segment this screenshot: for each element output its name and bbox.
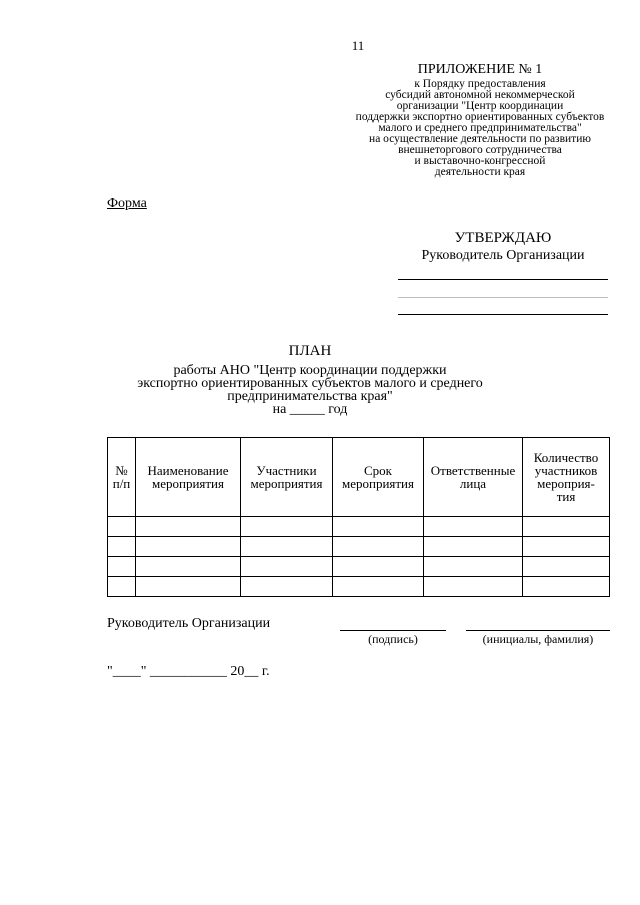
approval-block	[390, 229, 616, 265]
table-row	[108, 517, 610, 537]
column-header-responsible: Ответственные лица	[424, 438, 523, 517]
approval-signature-line-1	[398, 279, 608, 280]
plan-line: экспортно ориентированных субъектов малого и среднего	[137, 376, 483, 391]
table-cell	[333, 537, 424, 557]
table-cell	[241, 537, 333, 557]
plan-heading	[100, 342, 520, 416]
table-cell	[136, 557, 241, 577]
approval-signature-line-2	[398, 297, 608, 298]
annex-line: организации "Центр координации	[396, 100, 564, 112]
footer-signature-line	[340, 630, 446, 631]
table-cell	[108, 557, 136, 577]
table-cell	[108, 577, 136, 597]
annex-title: ПРИЛОЖЕНИЕ № 1	[417, 62, 543, 77]
annex-line: к Порядку предоставления	[414, 78, 546, 90]
form-label: Форма	[107, 196, 147, 211]
plan-line: работы АНО "Центр координации поддержки	[173, 363, 447, 378]
table-cell	[136, 517, 241, 537]
plan-table	[107, 437, 610, 597]
table-cell	[241, 557, 333, 577]
table-body	[108, 517, 610, 597]
annex-line: малого и среднего предпринимательства"	[378, 122, 582, 134]
table-cell	[333, 557, 424, 577]
table-cell	[424, 517, 523, 537]
page-number: 11	[351, 38, 365, 53]
name-caption: (инициалы, фамилия)	[482, 632, 594, 646]
approval-signature-line-3	[398, 314, 608, 315]
approval-subtitle: Руководитель Организации	[421, 248, 585, 263]
column-header-event-name: Наименование мероприятия	[136, 438, 241, 517]
table-cell	[136, 577, 241, 597]
annex-line: внешнеторгового сотрудничества	[398, 144, 562, 156]
column-header-participant-count: Количество участников мероприя- тия	[523, 438, 610, 517]
table-header-row	[108, 438, 610, 517]
table-cell	[241, 517, 333, 537]
annex-block	[315, 62, 640, 178]
table-row	[108, 537, 610, 557]
column-header-participants: Участники мероприятия	[241, 438, 333, 517]
table-row	[108, 577, 610, 597]
date-line: "____" ___________ 20__ г.	[107, 664, 270, 679]
footer-head-label: Руководитель Организации	[107, 616, 271, 631]
signature-caption: (подпись)	[368, 632, 418, 646]
annex-line: субсидий автономной некоммерческой	[385, 89, 575, 101]
table-cell	[424, 557, 523, 577]
annex-line: деятельности края	[434, 166, 526, 178]
footer-name-line	[466, 630, 610, 631]
table-cell	[523, 537, 610, 557]
table-cell	[523, 557, 610, 577]
table-cell	[333, 577, 424, 597]
approval-title: УТВЕРЖДАЮ	[454, 230, 552, 246]
column-header-deadline: Срок мероприятия	[333, 438, 424, 517]
plan-line: на _____ год	[272, 402, 348, 417]
plan-line: предпринимательства края"	[227, 389, 393, 404]
table-cell	[523, 517, 610, 537]
annex-line: и выставочно-конгрессной	[414, 155, 546, 167]
column-header-number: № п/п	[108, 438, 136, 517]
annex-line: на осуществление деятельности по развитию	[369, 133, 591, 145]
plan-title: ПЛАН	[288, 343, 332, 359]
table-cell	[333, 517, 424, 537]
table-cell	[424, 537, 523, 557]
table-cell	[241, 577, 333, 597]
table-cell	[136, 537, 241, 557]
annex-line: поддержки экспортно ориентированных субъектов	[355, 111, 605, 123]
table-cell	[523, 577, 610, 597]
table-cell	[108, 537, 136, 557]
table-row	[108, 557, 610, 577]
table-cell	[108, 517, 136, 537]
table-cell	[424, 577, 523, 597]
